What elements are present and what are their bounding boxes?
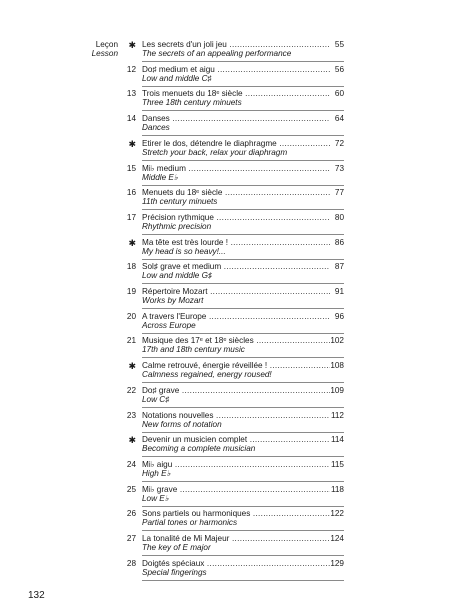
entry-page-number: 72	[334, 138, 344, 148]
toc-entry	[0, 534, 460, 556]
entry-divider	[142, 135, 344, 136]
entry-title-english: Rhythmic precision	[142, 221, 212, 231]
lesson-number: 24	[126, 459, 136, 469]
toc-entry	[0, 40, 460, 62]
entry-title-english: Partial tones or harmonics	[142, 518, 238, 528]
entry-page-number: 87	[334, 262, 344, 272]
entry-title-english: New forms of notation	[142, 419, 222, 429]
entry-title-french: Devenir un musicien complet .....	[142, 435, 330, 445]
lesson-number: 12	[126, 64, 136, 74]
entry-divider	[142, 209, 344, 210]
entry-divider	[142, 110, 344, 111]
lesson-number: 28	[126, 558, 136, 568]
entry-title-french: Calme retrouvé, énergie réveillée ! .....	[142, 361, 330, 371]
entry-page-number: 60	[334, 89, 344, 99]
toc-entry	[0, 65, 460, 87]
toc-entry	[0, 164, 460, 186]
entry-title-french: Précision rythmique .....	[142, 213, 330, 223]
lesson-number: 26	[126, 509, 136, 519]
lesson-number: 22	[126, 385, 136, 395]
lesson-number: 17	[126, 212, 136, 222]
toc-entry	[0, 485, 460, 507]
entry-title-english: 11th century minuets	[142, 197, 218, 207]
entry-title-french: Doigtés spéciaux .....	[142, 559, 330, 569]
entry-divider	[142, 456, 344, 457]
entry-title-french: Mi♭ grave .....	[142, 485, 330, 495]
entry-title-french: Sol♯ grave et medium .....	[142, 262, 330, 272]
toc-entry	[0, 262, 460, 284]
entry-title-french: Trois menuets du 18ᵉ siècle .....	[142, 89, 330, 99]
entry-title-english: Special fingerings	[142, 567, 207, 577]
toc-entry	[0, 238, 460, 260]
entry-divider	[142, 283, 344, 284]
entry-page-number: 73	[334, 163, 344, 173]
entry-page-number: 112	[330, 410, 344, 420]
lesson-number: 27	[126, 534, 136, 543]
lesson-number: 20	[126, 311, 136, 321]
entry-title-english: Low and middle C♯	[142, 73, 212, 83]
entry-title-english: The secrets of an appealing performance	[142, 49, 292, 58]
entry-page-number: 77	[334, 188, 344, 198]
entry-title-french: Mi♭ aigu .....	[142, 460, 330, 470]
asterisk-icon: ✱	[128, 40, 136, 50]
entry-title-english: My head is so heavy!...	[142, 246, 226, 256]
lesson-header-french: Leçon	[95, 40, 118, 49]
entry-page-number: 91	[334, 287, 344, 296]
entry-divider	[142, 481, 344, 482]
toc-entry	[0, 139, 460, 161]
entry-page-number: 108	[330, 361, 344, 371]
entry-page-number: 80	[334, 212, 344, 222]
entry-divider	[142, 160, 344, 161]
toc-entry	[0, 435, 460, 457]
toc-entry	[0, 89, 460, 111]
toc-entry	[0, 336, 460, 358]
toc-entry	[0, 559, 460, 581]
asterisk-icon: ✱	[128, 138, 136, 149]
toc-entry	[0, 411, 460, 433]
entry-divider	[142, 185, 344, 186]
entry-page-number: 115	[330, 459, 344, 469]
entry-title-english: Low and middle G♯	[142, 271, 213, 281]
toc-entry	[0, 188, 460, 210]
entry-title-english: Middle E♭	[142, 172, 178, 182]
entry-page-number: 55	[334, 40, 344, 49]
entry-divider	[142, 61, 344, 62]
entry-divider	[142, 382, 344, 383]
entry-title-french: Les secrets d'un joli jeu .....	[142, 40, 330, 50]
entry-divider	[142, 407, 344, 408]
entry-divider	[142, 259, 344, 260]
lesson-number: 19	[126, 287, 136, 296]
entry-title-french: Musique des 17ᵉ et 18ᵉ siècles .....	[142, 336, 330, 346]
entry-title-english: Dances	[142, 123, 170, 133]
entry-title-french: Do♯ medium et aigu .....	[142, 65, 330, 75]
entry-divider	[142, 234, 344, 235]
lesson-number: 16	[126, 188, 136, 198]
entry-title-french: Menuets du 18ᵉ siècle .....	[142, 188, 330, 198]
entry-divider	[142, 530, 344, 531]
entry-page-number: 102	[330, 336, 344, 346]
entry-title-english: Low E♭	[142, 493, 169, 503]
entry-title-french: Mi♭ medium .....	[142, 164, 330, 174]
entry-title-french: Ma tête est très lourde ! .....	[142, 238, 330, 248]
entry-page-number: 122	[330, 509, 344, 519]
entry-divider	[142, 333, 344, 334]
lesson-number: 25	[126, 484, 136, 494]
entry-title-french: La tonalité de Mi Majeur .....	[142, 534, 330, 544]
entry-title-french: Notations nouvelles .....	[142, 411, 330, 421]
entry-divider	[142, 308, 344, 309]
entry-title-english: Works by Mozart	[142, 296, 204, 305]
entry-page-number: 96	[334, 311, 344, 321]
page-number: 132	[28, 590, 45, 601]
entry-title-english: Across Europe	[142, 320, 196, 330]
toc-entry	[0, 460, 460, 482]
lesson-number: 13	[126, 89, 136, 99]
entry-title-french: Sons partiels ou harmoniques .....	[142, 509, 330, 519]
lesson-number: 21	[126, 336, 136, 346]
toc-entry	[0, 114, 460, 136]
entry-title-english: Low C♯	[142, 394, 170, 404]
entry-title-english: High E♭	[142, 468, 171, 478]
entry-page-number: 124	[330, 534, 344, 543]
entry-title-english: Calmness regained, energy roused!	[142, 370, 272, 380]
lesson-number: 15	[126, 163, 136, 173]
toc-entry	[0, 213, 460, 235]
entry-title-french: Do♯ grave .....	[142, 386, 330, 396]
entry-title-french: Répertoire Mozart .....	[142, 287, 330, 297]
entry-title-english: 17th and 18th century music	[142, 345, 245, 355]
toc-entry	[0, 287, 460, 309]
lesson-header-english: Lesson	[91, 49, 118, 58]
lesson-number: 14	[126, 114, 136, 124]
toc-entry	[0, 361, 460, 383]
entry-page-number: 86	[334, 237, 344, 247]
entry-divider	[142, 506, 344, 507]
lesson-number: 18	[126, 262, 136, 272]
toc-entry	[0, 386, 460, 408]
toc-entry	[0, 509, 460, 531]
entry-divider	[142, 432, 344, 433]
entry-title-english: Three 18th century minuets	[142, 98, 242, 108]
entry-page-number: 129	[330, 558, 344, 568]
lesson-number: 23	[126, 410, 136, 420]
entry-divider	[142, 86, 344, 87]
asterisk-icon: ✱	[128, 237, 136, 248]
entry-divider	[142, 357, 344, 358]
entry-page-number: 64	[334, 114, 344, 124]
entry-title-english: The key of E major	[142, 543, 211, 552]
entry-title-french: Danses .....	[142, 114, 330, 124]
entry-page-number: 118	[330, 484, 344, 494]
entry-title-english: Becoming a complete musician	[142, 444, 256, 454]
asterisk-icon: ✱	[128, 361, 136, 372]
entry-page-number: 56	[334, 64, 344, 74]
entry-title-english: Stretch your back, relax your diaphragm	[142, 147, 288, 157]
entry-title-french: A travers l'Europe .....	[142, 312, 330, 322]
entry-divider	[142, 555, 344, 556]
entry-title-french: Etirer le dos, détendre le diaphragme .....	[142, 139, 330, 149]
entry-page-number: 109	[330, 385, 344, 395]
entry-page-number: 114	[330, 435, 344, 445]
asterisk-icon: ✱	[128, 435, 136, 446]
entry-divider	[142, 580, 344, 581]
toc-entry	[0, 312, 460, 334]
